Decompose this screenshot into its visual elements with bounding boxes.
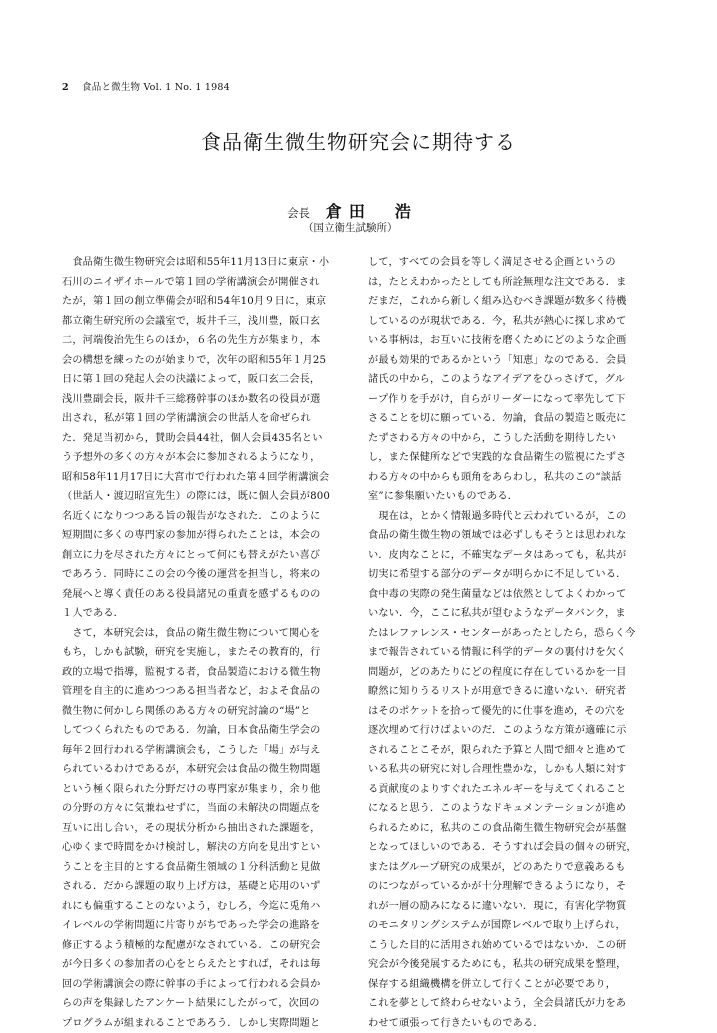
body-text-line: 都立衛生研究所の会議室で，坂井千三，浅川豊，阪口玄 xyxy=(62,312,344,332)
body-text-line: 互いに出し合い，その現状分析から抽出された課題を， xyxy=(62,819,344,839)
body-text-line: 問題が，どのあたりにどの程度に存在しているかを一目 xyxy=(368,663,650,683)
body-text-line: となってほしいのである．そうすれば会員の個々の研究， xyxy=(368,838,650,858)
body-text-line: 修正するよう積極的な配慮がなされている．この研究会 xyxy=(62,936,344,956)
body-text-line: る貢献度のよりすぐれたエネルギーを与えてくれること xyxy=(368,780,650,800)
body-text-line: （世話人・渡辺昭宣先生）の際には，既に個人会員が800 xyxy=(62,487,344,507)
body-text-line: さて，本研究会は，食品の衛生微生物について関心を xyxy=(62,624,344,644)
body-text-line: が今日多くの参加者の心をとらえたとすれば，それは毎 xyxy=(62,955,344,975)
body-text-line: られているわけであるが，本研究会は食品の微生物問題 xyxy=(62,760,344,780)
body-text-line: もち，しかも試験，研究を実施し，またその教育的，行 xyxy=(62,643,344,663)
body-text-line: 切実に希望する部分のデータが明らかに不足している． xyxy=(368,565,650,585)
body-text-line: してつくられたものである．勿論，日本食品衛生学会の xyxy=(62,721,344,741)
body-text-line: される．だから課題の取り上げ方は，基礎と応用のいず xyxy=(62,877,344,897)
running-header xyxy=(62,79,230,93)
body-text-line: して，すべての会員を等しく満足させる企画というの xyxy=(368,253,650,273)
body-text-line: 会の構想を練ったのが始まりで，次年の昭和55年１月25 xyxy=(62,351,344,371)
body-text-line: はそのポケットを拾って優先的に仕事を進め，その穴を xyxy=(368,702,650,722)
body-text-line: 食品衛生微生物研究会は昭和55年11月13日に東京・小 xyxy=(62,253,344,273)
body-text-line: またはグループ研究の成果が，どのあたりで意義あるも xyxy=(368,858,650,878)
body-text-line: 究会が今後発展するためにも，私共の研究成果を整理， xyxy=(368,955,650,975)
page-number: 2 xyxy=(62,82,69,93)
body-text-line: という極く限られた分野だけの専門家が集まり，余り他 xyxy=(62,780,344,800)
body-text-line: れが一層の励みになるに違いない．現に，有害化学物質 xyxy=(368,897,650,917)
body-text-line: 瞭然に知りうるリストが用意できるに違いない．研究者 xyxy=(368,682,650,702)
body-text-line: 逐次埋めて行けばよいのだ．このような方策が適確に示 xyxy=(368,721,650,741)
body-text-line: られるために，私共のこの食品衛生微生物研究会が基盤 xyxy=(368,819,650,839)
body-text-line: た．発足当初から，賛助会員44社，個人会員435名とい xyxy=(62,429,344,449)
body-text-line: れにも偏重することのないよう，むしろ，今迄に兎角ハ xyxy=(62,897,344,917)
body-text-line: 昭和58年11月17日に大宮市で行われた第４回学術講演会 xyxy=(62,468,344,488)
body-text-line: だまだ，これから新しく組み込むべき課題が数多く待機 xyxy=(368,292,650,312)
author-role: 会長 xyxy=(287,206,310,220)
body-text-line: さることを切に願っている．勿論，食品の製造と販売に xyxy=(368,409,650,429)
body-text-line: いない．今，ここに私共が望むようなデータバンク，ま xyxy=(368,604,650,624)
body-text-line: 浅川豊副会長，阪井千三総務幹事のほか数名の役員が選 xyxy=(62,390,344,410)
body-text-line: は，たとえわかったとしても所詮無理な注文である．ま xyxy=(368,273,650,293)
body-text-line: 発展へと導く責任のある役員諸兄の重責を感ずるものの xyxy=(62,585,344,605)
body-text-line: これを夢として終わらせないよう，全会員諸氏が力をあ xyxy=(368,994,650,1014)
body-text-line: 二，河端俊治先生らのほか，６名の先生方が集まり，本 xyxy=(62,331,344,351)
body-text-line: うことを主目的とする食品衛生領域の１分科活動と見做 xyxy=(62,858,344,878)
article-title: 食品衛生微生物研究会に期待する xyxy=(0,126,717,155)
body-text-line: いる私共の研究に対し合理性豊かな，しかも人類に対す xyxy=(368,760,650,780)
author-line xyxy=(287,199,418,222)
body-text-line: の分野の方々に気兼ねせずに，当面の未解決の問題点を xyxy=(62,799,344,819)
body-text-line: わせて頑張って行きたいものである． xyxy=(368,1014,650,1033)
body-text-line: プログラムが組まれることであろう．しかし実際問題と xyxy=(62,1014,344,1033)
body-text-line: しているのが現状である．今，私共が熱心に探し求めて xyxy=(368,312,650,332)
body-text-line: 管理を自主的に進めつつある担当者など，およそ食品の xyxy=(62,682,344,702)
body-text-line: い．皮肉なことに，不確実なデータはあっても，私共が xyxy=(368,546,650,566)
body-text-line: らの声を集録したアンケート結果にしたがって，次回の xyxy=(62,994,344,1014)
journal-citation: 食品と微生物 Vol. 1 No. 1 1984 xyxy=(82,82,230,93)
body-text-line: であろう．同時にこの会の今後の運営を担当し，将来の xyxy=(62,565,344,585)
body-text-line: ープ作りを手がけ，自らがリーダーになって率先して下 xyxy=(368,390,650,410)
body-text-line: 政的立場で指導，監視する者，食品製造における微生物 xyxy=(62,663,344,683)
body-text-line: 短期間に多くの専門家の参加が得られたことは，本会の xyxy=(62,526,344,546)
body-text-line: 出され，私が第１回の学術講演会の世話人を命ぜられ xyxy=(62,409,344,429)
body-text-line: 食中毒の実際の発生菌量などは依然としてよくわかって xyxy=(368,585,650,605)
body-text-line: 心ゆくまで時間をかけ検討し，解決の方向を見出すとい xyxy=(62,838,344,858)
body-text-line: 創立に力を尽された方々にとって何にも替えがたい喜び xyxy=(62,546,344,566)
body-text-line: 毎年２回行われる学術講演会も，こうした「場」が与え xyxy=(62,741,344,761)
author-name: 倉田 浩 xyxy=(326,202,418,221)
body-text-line: 石川のニイザイホールで第１回の学術講演会が開催され xyxy=(62,273,344,293)
body-text-line: 回の学術講演会の際に幹事の手によって行われる会員か xyxy=(62,975,344,995)
body-text-line: が最も効果的であるかという「知恵」なのである．会員 xyxy=(368,351,650,371)
body-text-line: 日に第１回の発起人会の決議によって，阪口玄二会長， xyxy=(62,370,344,390)
body-text-line: こうした目的に活用され始めているではないか．この研 xyxy=(368,936,650,956)
body-text-line: になると思う．このようなドキュメンテーションが進め xyxy=(368,799,650,819)
body-text-line: のにつながっているかが十分理解できるようになり，そ xyxy=(368,877,650,897)
body-text-line: 食品の衛生微生物の領域では必ずしもそうとは思われな xyxy=(368,526,650,546)
body-text-line: いる事柄は，お互いに技術を磨くためにどのような企画 xyxy=(368,331,650,351)
body-text-line: まで報告されている情報に科学的データの裏付けを欠く xyxy=(368,643,650,663)
body-text-line: 現在は，とかく情報過多時代と云われているが，この xyxy=(368,507,650,527)
body-text-line: たずさわる方々の中から，こうした活動を期待したい xyxy=(368,429,650,449)
body-text-line: 名近くになりつつある旨の報告がなされた．このように xyxy=(62,507,344,527)
body-text-line: 保存する組織機構を併立して行くことが必要であり， xyxy=(368,975,650,995)
body-text-line: 諸氏の中から，このようなアイデアをひっさげて，グル xyxy=(368,370,650,390)
body-text-line: されることこそが，限られた予算と人間で細々と進めて xyxy=(368,741,650,761)
body-text-line: う予想外の多くの方々が本会に参加されるようになり， xyxy=(62,448,344,468)
author-affiliation: （国立衛生試験所） xyxy=(303,220,398,235)
body-text-line: 微生物に何かしら関係のある方々の研究討論の“場”と xyxy=(62,702,344,722)
body-text-line: 室”に参集願いたいものである． xyxy=(368,487,650,507)
body-text-line: し，また保健所などで実践的な食品衛生の監視にたずさ xyxy=(368,448,650,468)
body-column-left xyxy=(62,253,344,1033)
body-text-line: たはレファレンス・センターがあったとしたら，恐らく今 xyxy=(368,624,650,644)
body-text-line: のモニタリングシステムが国際レベルで取り上げられ， xyxy=(368,916,650,936)
body-text-line: たが，第１回の創立準備会が昭和54年10月９日に，東京 xyxy=(62,292,344,312)
body-text-line: わる方々の中からも頭角をあらわし，私共のこの“談話 xyxy=(368,468,650,488)
body-column-right xyxy=(368,253,650,1033)
body-text-line: イレベルの学術問題に片寄りがちであった学会の進路を xyxy=(62,916,344,936)
body-text-line: １人である． xyxy=(62,604,344,624)
